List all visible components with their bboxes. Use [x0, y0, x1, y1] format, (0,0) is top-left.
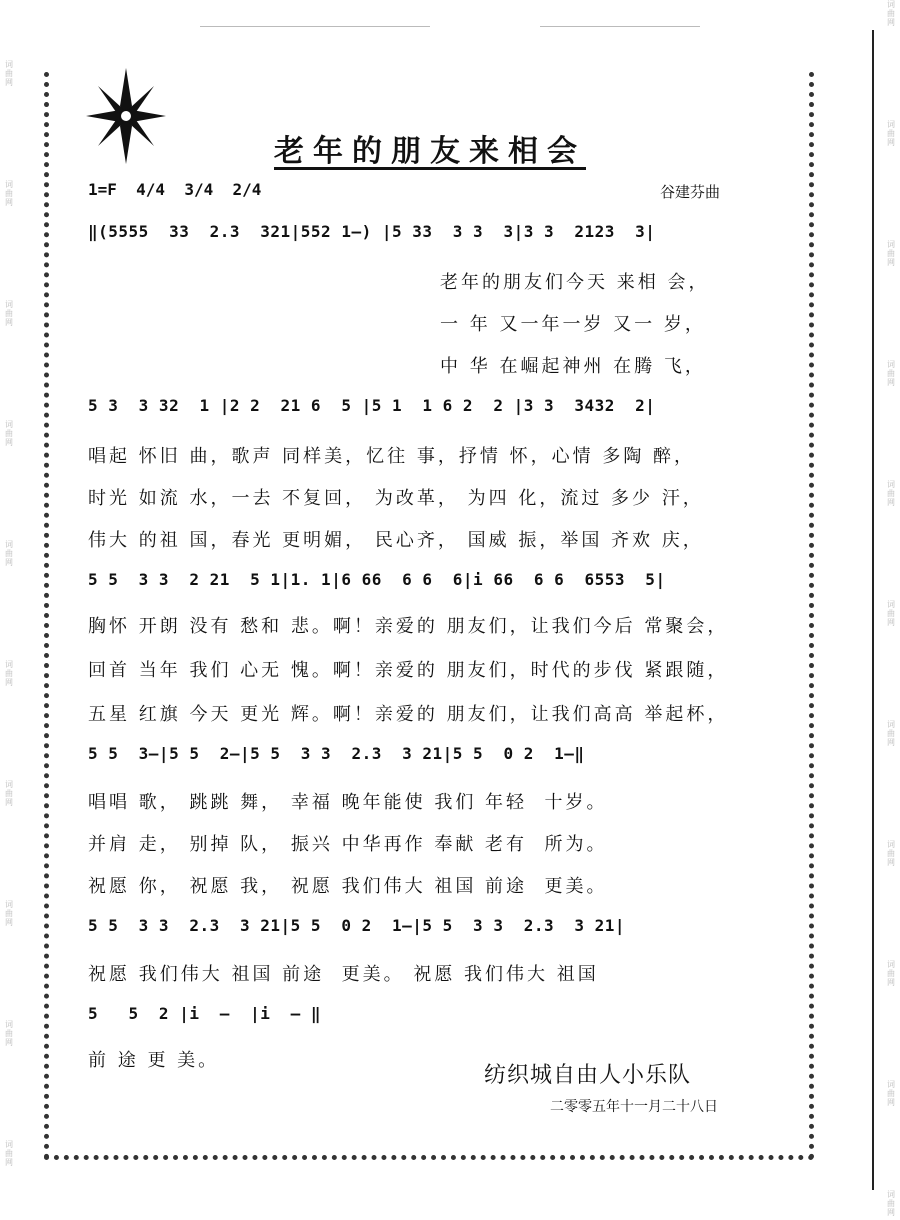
notation-line-4: 5 5 3—|5 5 2—|5 5 3 3 2.3 3 21|5 5 0 2 1—‖ — [88, 744, 585, 763]
song-title: 老年的朋友来相会 — [274, 134, 586, 169]
page-edge-line — [872, 30, 874, 1190]
watermark-text: 词曲网 — [887, 480, 895, 507]
notation-line-6: 5 5 2 |i — |i — ‖ — [88, 1004, 322, 1023]
lyric-line-4: 唱起 怀旧 曲，歌声 同样美，忆往 事，抒情 怀，心情 多陶 醉， — [88, 446, 696, 467]
watermark-text: 词曲网 — [5, 1020, 13, 1047]
key-and-meter: 1=F 4/4 3/4 2/4 — [88, 180, 262, 199]
lyric-line-13: 祝愿 我们伟大 祖国 前途 更美。 祝愿 我们伟大 祖国 — [88, 964, 599, 985]
watermark-text: 词曲网 — [887, 360, 895, 387]
notation-line-2: 5 3 3 32 1 |2 2 21 6 5 |5 1 1 6 2 2 |3 3 3432 2| — [88, 396, 656, 415]
watermark-text: 词曲网 — [887, 1190, 895, 1217]
lyric-line-14: 前 途 更 美。 — [88, 1050, 220, 1071]
watermark-column-right — [882, 0, 900, 1220]
lyric-line-10: 唱唱 歌， 跳跳 舞， 幸福 晚年能使 我们 年轻 十岁。 — [88, 792, 608, 813]
scan-line — [200, 26, 430, 27]
watermark-text: 词曲网 — [5, 60, 13, 87]
watermark-text: 词曲网 — [887, 120, 895, 147]
date-stamp: 二零零五年十一月二十八日 — [550, 1099, 718, 1115]
watermark-text: 词曲网 — [5, 180, 13, 207]
watermark-text: 词曲网 — [887, 840, 895, 867]
watermark-text: 词曲网 — [5, 900, 13, 927]
lyric-line-8: 回首 当年 我们 心无 愧。啊！亲爱的 朋友们，时代的步伐 紧跟随， — [88, 660, 729, 681]
notation-line-5: 5 5 3 3 2.3 3 21|5 5 0 2 1—|5 5 3 3 2.3 3 21| — [88, 916, 626, 935]
lyric-line-2: 一 年 又一年一岁 又一 岁， — [440, 314, 706, 335]
watermark-text: 词曲网 — [887, 1080, 895, 1107]
watermark-text: 词曲网 — [887, 240, 895, 267]
watermark-text: 词曲网 — [5, 540, 13, 567]
composer-credit: 谷建芬曲 — [660, 183, 721, 201]
lyric-line-5: 时光 如流 水，一去 不复回， 为改革， 为四 化，流过 多少 汗， — [88, 488, 704, 509]
lyric-line-12: 祝愿 你， 祝愿 我， 祝愿 我们伟大 祖国 前途 更美。 — [88, 876, 608, 897]
watermark-text: 词曲网 — [5, 300, 13, 327]
watermark-text: 词曲网 — [887, 960, 895, 987]
scan-line — [540, 26, 700, 27]
watermark-text: 词曲网 — [5, 780, 13, 807]
lyric-line-7: 胸怀 开朗 没有 愁和 悲。啊！亲爱的 朋友们，让我们今后 常聚会， — [88, 616, 729, 637]
ensemble-signature: 纺织城自由人小乐队 — [484, 1063, 692, 1088]
lyric-line-3: 中 华 在崛起神州 在腾 飞， — [440, 356, 706, 377]
lyric-line-1: 老年的朋友们今天 来相 会， — [440, 272, 710, 293]
watermark-text: 词曲网 — [887, 720, 895, 747]
watermark-column-left — [0, 0, 18, 1220]
watermark-text: 词曲网 — [5, 1140, 13, 1167]
lyric-line-9: 五星 红旗 今天 更光 辉。啊！亲爱的 朋友们，让我们高高 举起杯， — [88, 704, 729, 725]
watermark-text: 词曲网 — [5, 660, 13, 687]
notation-line-1: ‖(5555 33 2.3 321|552 1—) |5 33 3 3 3|3 3 2123 3| — [88, 222, 656, 241]
watermark-text: 词曲网 — [5, 420, 13, 447]
watermark-text: 词曲网 — [887, 600, 895, 627]
compass-star-icon — [84, 66, 168, 166]
lyric-line-11: 并肩 走， 别掉 队， 振兴 中华再作 奉献 老有 所为。 — [88, 834, 608, 855]
watermark-text: 词曲网 — [887, 0, 895, 27]
notation-line-3: 5 5 3 3 2 21 5 1|1. 1|6 66 6 6 6|i 66 6 6 6553 5| — [88, 570, 666, 589]
lyric-line-6: 伟大 的祖 国，春光 更明媚， 民心齐， 国威 振，举国 齐欢 庆， — [88, 530, 704, 551]
